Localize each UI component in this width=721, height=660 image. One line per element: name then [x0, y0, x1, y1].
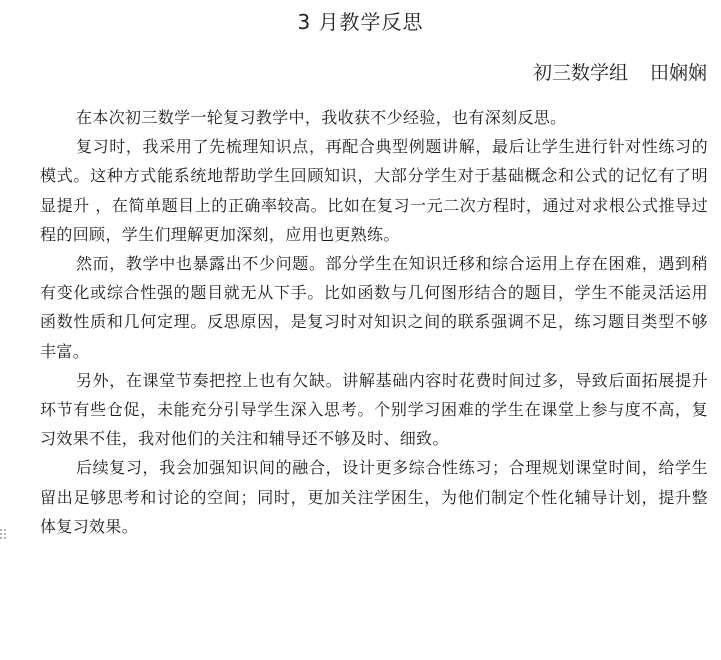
- paragraph-problems: 然而，教学中也暴露出不少问题。部分学生在知识迁移和综合运用上存在困难，遇到稍有变化或综合性强的题目就无从下手。比如函数与几何图形结合的题目，学生不能灵活运用函数性质和几何定理。反思原因，是复习时对知识之间的联系强调不足，练习题目类型不够丰富。: [40, 254, 708, 361]
- byline-group: 初三数学组: [532, 62, 628, 84]
- document-body: [40, 103, 708, 541]
- document-title: 3 月教学反思: [297, 10, 424, 34]
- byline-author: 田娴娴: [649, 62, 707, 84]
- paragraph-pacing: 另外，在课堂节奏把控上也有欠缺。讲解基础内容时花费时间过多，导致后面拓展提升环节有些仓促，未能充分引导学生深入思考。个别学习困难的学生在课堂上参与度不高，复习效果不佳，我对他们的关注和辅导还不够及时、细致。: [40, 370, 708, 449]
- drag-handle-icon[interactable]: [0, 529, 6, 543]
- paragraph-plan: 后续复习，我会加强知识间的融合，设计更多综合性练习；合理规划课堂时间，给学生留出足够思考和讨论的空间；同时，更加关注学困生，为他们制定个性化辅导计划，提升整体复习效果。: [40, 458, 708, 536]
- paragraph-intro: 在本次初三数学一轮复习教学中，我收获不少经验，也有深刻反思。: [76, 108, 567, 127]
- paragraph-method: 复习时，我采用了先梳理知识点，再配合典型例题讲解，最后让学生进行针对性练习的模式。这种方式能系统地帮助学生回顾知识，大部分学生对于基础概念和公式的记忆有了明显提升 ，在简单题目上的正确率较高。比如在复习一元二次方程时，通过对求根公式推导过程的回顾，学生们理解更加深刻，应用也更熟练。: [40, 137, 708, 244]
- byline: [533, 60, 707, 86]
